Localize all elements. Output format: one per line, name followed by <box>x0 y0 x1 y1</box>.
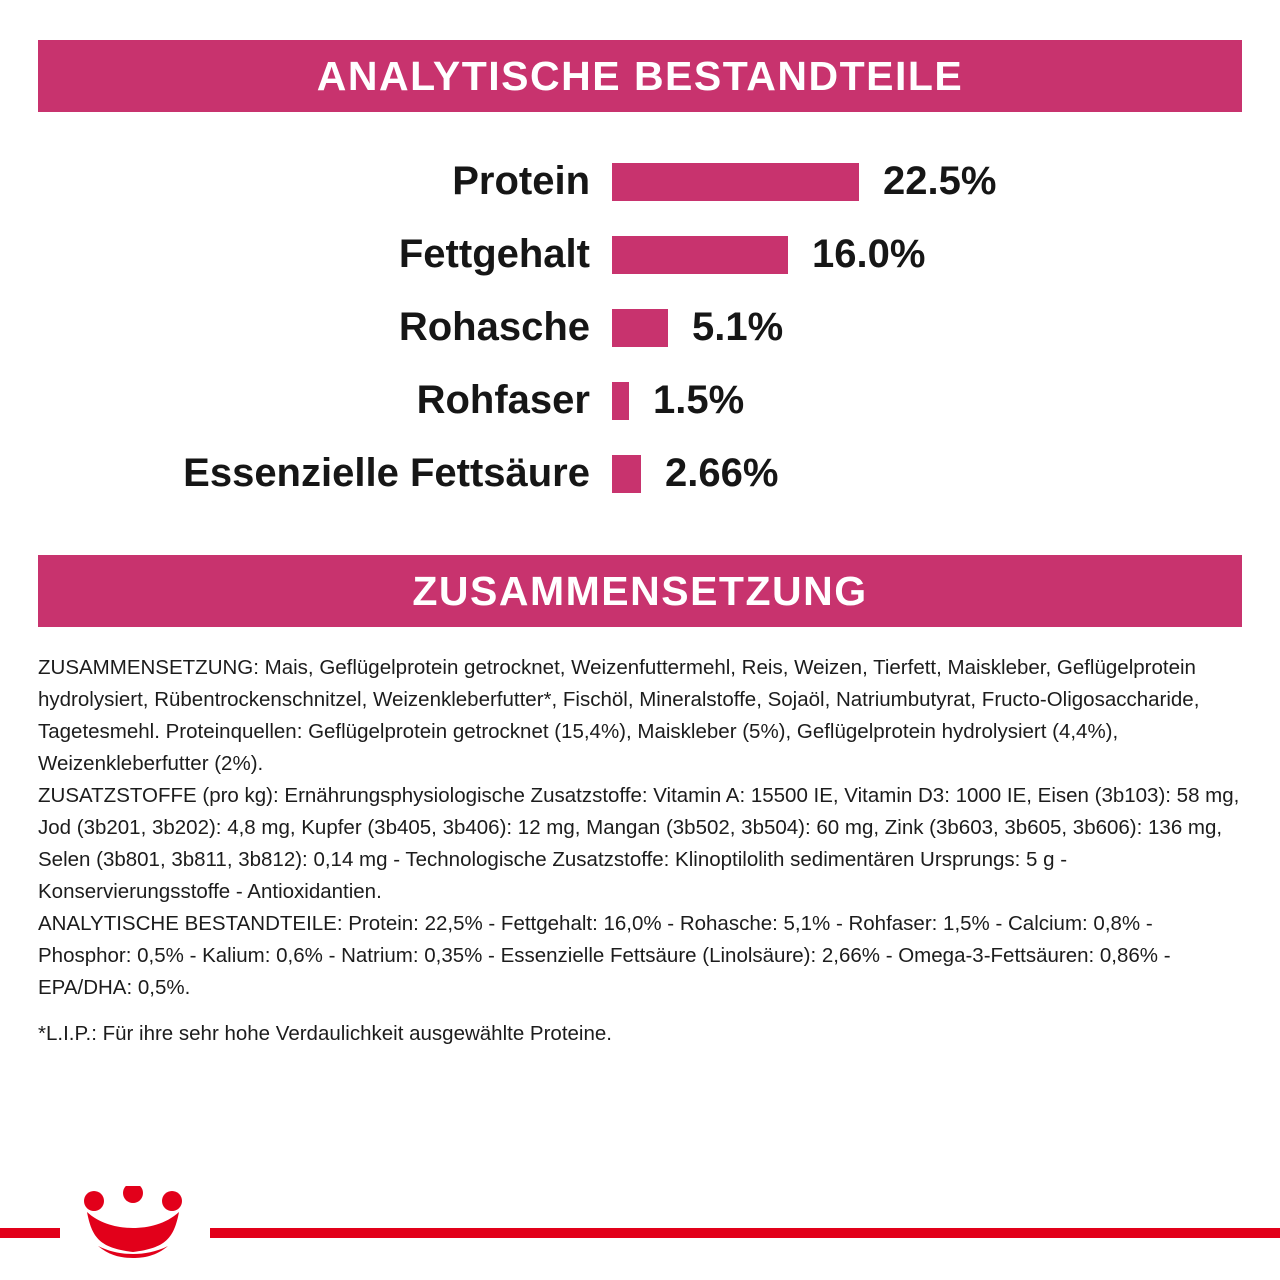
bar-value: 16.0% <box>812 232 926 276</box>
bar-wrap <box>612 378 744 423</box>
bar-value: 1.5% <box>653 378 745 422</box>
bar-label: Rohasche <box>398 305 590 349</box>
bar-wrap <box>612 305 783 350</box>
bar-value: 22.5% <box>883 159 997 203</box>
bar-wrap <box>612 451 778 496</box>
analytical-constituents-chart <box>0 145 1280 510</box>
chart-row <box>0 291 1280 364</box>
bar-wrap <box>612 232 925 277</box>
composition-footnote: *L.I.P.: Für ihre sehr hohe Verdaulichkeit ausgewählte Proteine. <box>38 1022 612 1045</box>
bar-label: Essenzielle Fettsäure <box>183 451 590 495</box>
composition-text-block <box>38 652 1246 1050</box>
chart-row <box>0 364 1280 437</box>
bar-fill <box>612 455 641 493</box>
bar-value: 2.66% <box>665 451 779 495</box>
bar-fill <box>612 236 788 274</box>
chart-row <box>0 145 1280 218</box>
bar-label: Fettgehalt <box>398 232 590 276</box>
composition-paragraph-additives: ZUSATZSTOFFE (pro kg): Ernährungsphysiologische Zusatzstoffe: Vitamin A: 15500 IE, Vitamin D3: 1000 IE, Eisen (3b103): 58 mg, Jod (3b201, 3b202): 4,8 mg, Kupfer (3b405, 3b406): 12 mg, Mangan (3b502, 3b504): 60 mg, Zink (3b603, 3b605, 3b606): 136 mg, Selen (3b801, 3b811, 3b812): 0,14 mg - Technologische Zusatzstoffe: Klinoptilolith sedimentären Ursprungs: 5 g - Konservierungsstoffe - Antioxidantien. <box>38 784 1240 903</box>
paragraph-spacer <box>38 1004 1246 1018</box>
bar-wrap <box>612 159 996 204</box>
analytical-constituents-title: ANALYTISCHE BESTANDTEILE <box>316 52 964 99</box>
composition-title: ZUSAMMENSETZUNG <box>412 567 868 614</box>
bar-label: Rohfaser <box>416 378 590 422</box>
analytical-constituents-banner <box>38 40 1242 112</box>
composition-paragraph-analytical: ANALYTISCHE BESTANDTEILE: Protein: 22,5% - Fettgehalt: 16,0% - Rohasche: 5,1% - Rohfaser: 1,5% - Calcium: 0,8% - Phosphor: 0,5% - Kalium: 0,6% - Natrium: 0,35% - Essenzielle Fettsäure (Linolsäure): 2,66% - Omega-3-Fettsäuren: 0,86% - EPA/DHA: 0,5%. <box>38 912 1171 999</box>
composition-banner <box>38 555 1242 627</box>
chart-row <box>0 218 1280 291</box>
composition-paragraph-ingredients: ZUSAMMENSETZUNG: Mais, Geflügelprotein getrocknet, Weizenfuttermehl, Reis, Weizen, Tierfett, Maiskleber, Geflügelprotein hydrolysiert, Rübentrockenschnitzel, Weizenkleberfutter*, Fischöl, Mineralstoffe, Sojaöl, Natriumbutyrat, Fructo-Oligosaccharide, Tagetesmehl. Proteinquellen: Geflügelprotein getrocknet (15,4%), Maiskleber (5%), Geflügelprotein hydrolysiert (4,4%), Weizenkleberfutter (2%). <box>38 656 1200 775</box>
bar-label: Protein <box>452 159 590 203</box>
royal-canin-crown-logo-icon <box>78 1186 188 1262</box>
bar-value: 5.1% <box>692 305 784 349</box>
bar-fill <box>612 309 668 347</box>
bar-fill <box>612 382 629 420</box>
bar-fill <box>612 163 859 201</box>
chart-row <box>0 437 1280 510</box>
